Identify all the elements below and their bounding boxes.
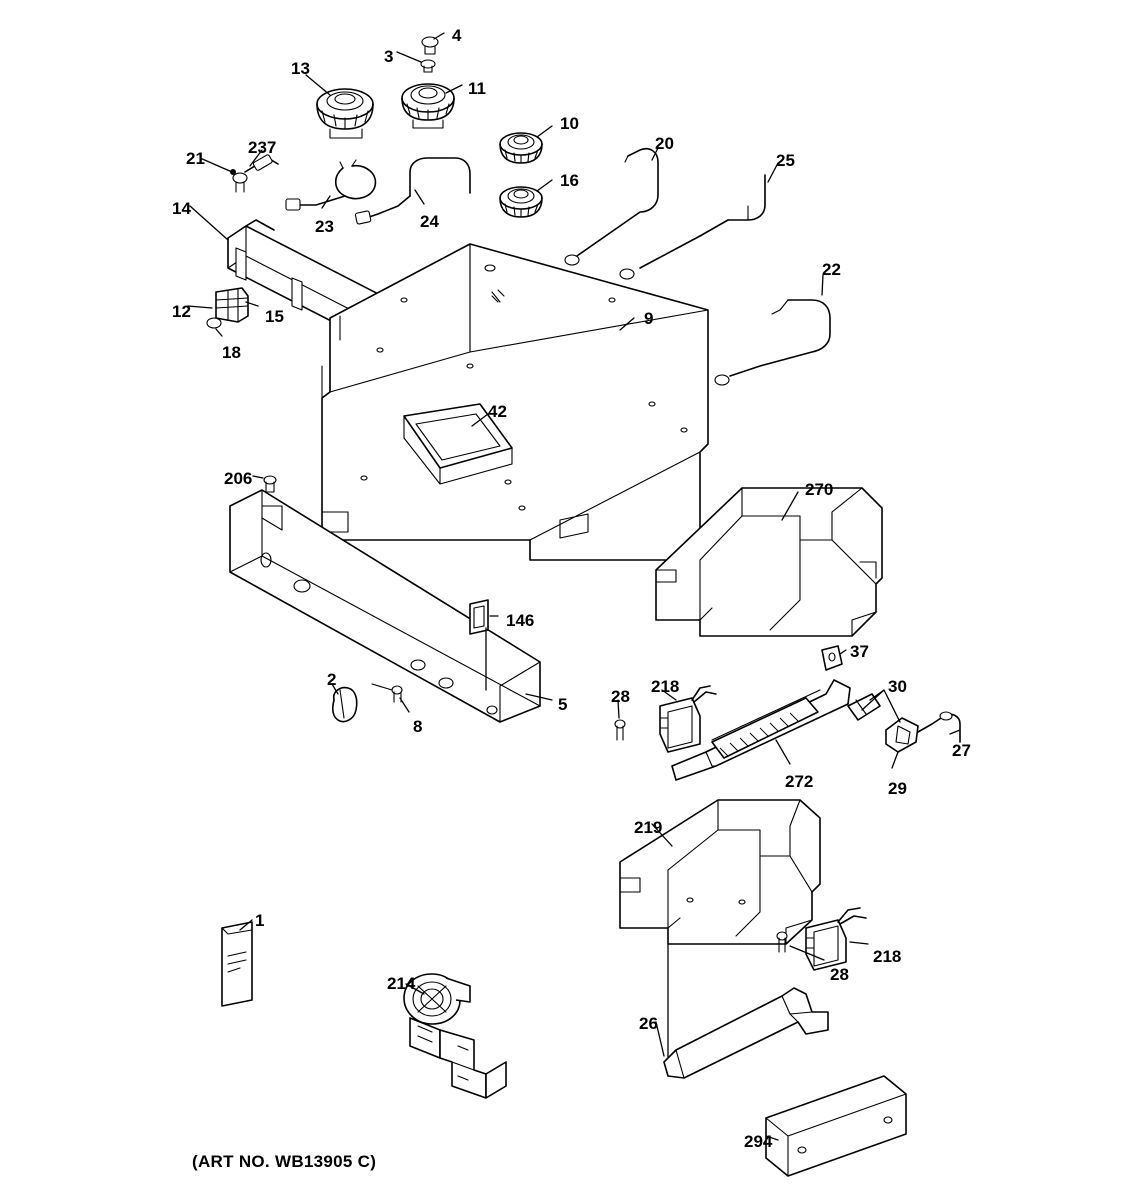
callout-27: 27 [952,741,971,760]
part-37-bracket [822,646,846,670]
callout-3: 3 [384,47,394,66]
part-214-valve-assembly [404,974,506,1098]
callout-218-top: 218 [651,677,680,696]
callout-4: 4 [452,26,462,45]
callout-218-bottom: 218 [873,947,902,966]
part-294-panel [766,1076,906,1176]
part-3-orifice [397,52,435,72]
callout-13: 13 [291,59,310,78]
callout-28-upper: 28 [611,687,630,706]
part-13-burner-head [306,75,373,138]
callout-25: 25 [776,151,795,170]
callout-237: 237 [248,138,277,157]
part-22-tube [715,275,830,385]
callout-9: 9 [644,309,654,328]
callout-37: 37 [850,642,869,661]
part-2-knob [332,684,357,722]
callout-22: 22 [822,260,841,279]
part-4-screw [422,33,444,54]
part-15-bracket [188,288,258,336]
callout-11: 11 [468,79,486,98]
callout-8: 8 [413,717,423,736]
part-20-tube [565,148,658,265]
callout-28-lower: 28 [830,965,849,984]
callout-26: 26 [639,1014,658,1033]
callout-16: 16 [560,171,579,190]
callout-42: 42 [488,402,507,421]
callout-30: 30 [888,677,907,696]
callout-15: 15 [265,307,284,326]
callout-206: 206 [224,469,253,488]
part-26-burner-tube [656,988,828,1078]
part-218-switch-bottom [806,908,868,970]
callout-24: 24 [420,212,439,231]
part-25-tube [620,163,778,279]
callout-18: 18 [222,343,241,362]
callout-29: 29 [888,779,907,798]
callout-2: 2 [327,670,337,689]
callout-270: 270 [805,480,834,499]
callout-219: 219 [634,818,663,837]
part-11-burner-head [402,84,462,128]
art-number-label: (ART NO. WB13905 C) [192,1152,377,1171]
part-1-manual [222,920,252,1006]
callout-14: 14 [172,199,191,218]
callout-21: 21 [186,149,205,168]
callout-10: 10 [560,114,579,133]
callout-20: 20 [655,134,674,153]
callout-272: 272 [785,772,814,791]
callout-214: 214 [387,974,416,993]
part-23-igniter [286,160,375,210]
part-10-burner-head [500,126,552,163]
part-16-burner-head [500,180,552,217]
callout-12: 12 [172,302,191,321]
callout-146: 146 [506,611,535,630]
part-9-chassis [322,244,708,560]
part-30-igniter-assembly [848,690,960,768]
part-206-screw [253,476,276,492]
callout-1: 1 [255,911,265,930]
part-28-screw-upper [615,700,625,740]
callout-294: 294 [744,1132,773,1151]
part-8-screw [372,684,409,712]
callout-23: 23 [315,217,334,236]
callout-5: 5 [558,695,568,714]
